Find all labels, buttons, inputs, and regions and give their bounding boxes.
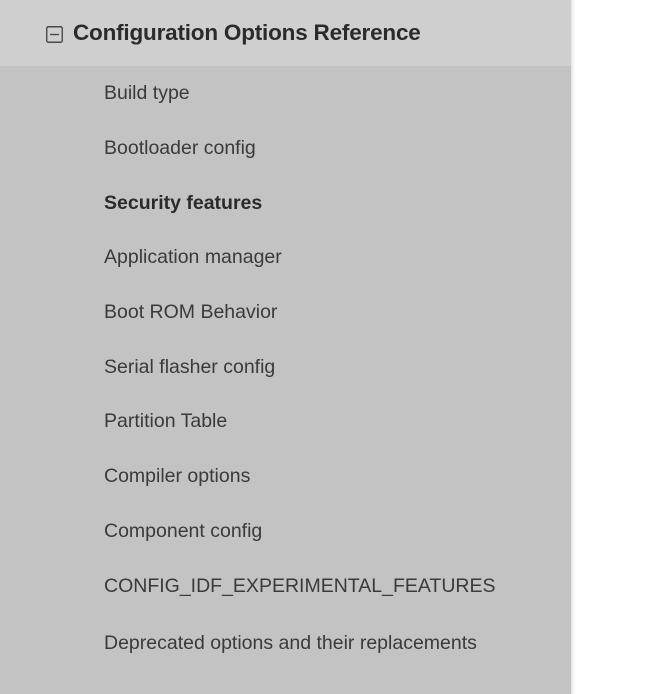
- sidebar-item-label: Bootloader config: [104, 137, 256, 160]
- sidebar-item-label: Serial flasher config: [104, 355, 276, 378]
- sidebar-header: [0, 0, 571, 66]
- sidebar-item-deprecated-options[interactable]: [0, 613, 571, 694]
- sidebar-item-label: Deprecated options and their replacements: [104, 631, 477, 654]
- sidebar-item-compiler-options[interactable]: [0, 449, 571, 504]
- minus-square-icon[interactable]: [46, 26, 63, 43]
- sidebar-item-label: Security features: [104, 191, 263, 214]
- content-area: [571, 0, 656, 694]
- sidebar-item-label: Build type: [104, 82, 190, 105]
- sidebar-item-serial-flasher-config[interactable]: [0, 339, 571, 394]
- sidebar-item-label: Component config: [104, 519, 263, 542]
- page-title: Configuration Options Reference: [73, 19, 421, 45]
- sidebar-item-list: [0, 66, 571, 694]
- sidebar-item-config-idf-experimental-features[interactable]: [0, 558, 571, 613]
- sidebar-item-label: Boot ROM Behavior: [104, 301, 278, 324]
- sidebar-item-label: Application manager: [104, 246, 282, 269]
- sidebar-item-label: Partition Table: [104, 410, 228, 433]
- sidebar-item-component-config[interactable]: [0, 504, 571, 559]
- sidebar-item-label: Compiler options: [104, 465, 251, 488]
- sidebar-item-application-manager[interactable]: [0, 230, 571, 285]
- sidebar-item-partition-table[interactable]: [0, 394, 571, 449]
- sidebar-item-bootloader-config[interactable]: [0, 121, 571, 176]
- sidebar-item-build-type[interactable]: [0, 66, 571, 121]
- sidebar-item-security-features[interactable]: [0, 175, 571, 230]
- sidebar-item-boot-rom-behavior[interactable]: [0, 285, 571, 340]
- sidebar-item-label: CONFIG_IDF_EXPERIMENTAL_FEATURES: [104, 574, 496, 597]
